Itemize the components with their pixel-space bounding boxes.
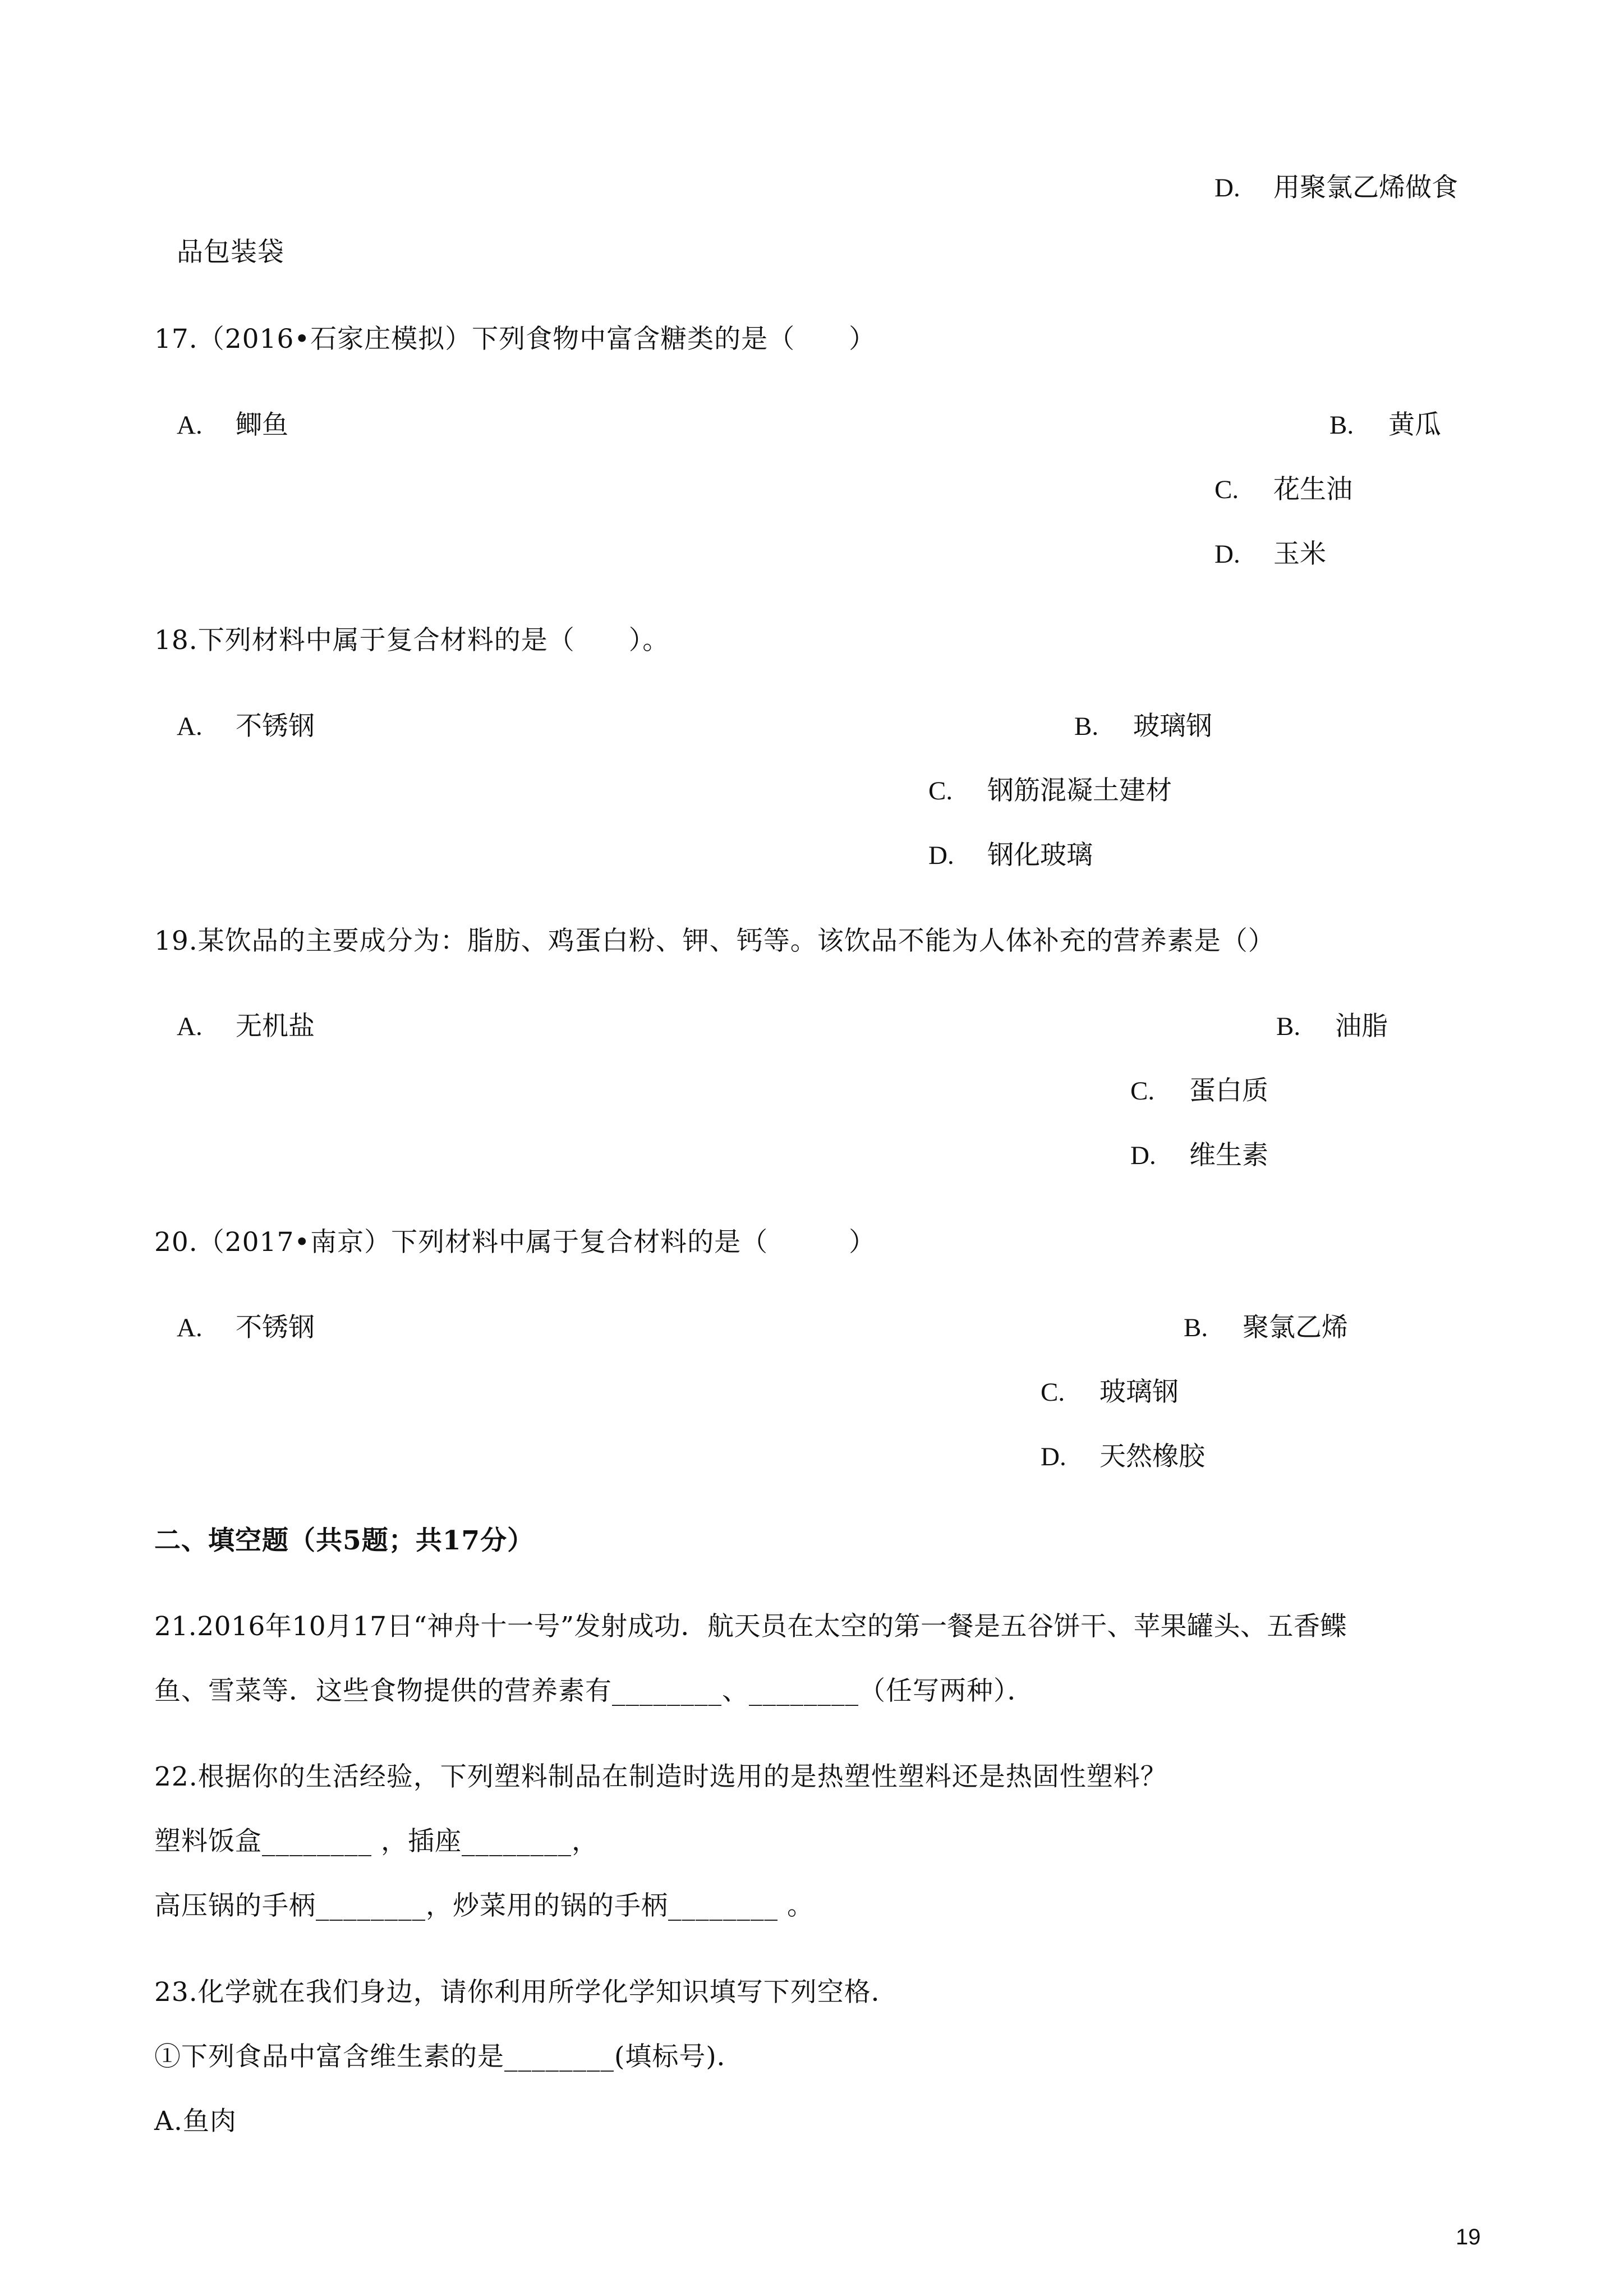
option-text: 维生素 — [1189, 1140, 1268, 1171]
option-text: 天然橡胶 — [1099, 1441, 1205, 1472]
option-text: 钢筋混凝土建材 — [987, 775, 1172, 806]
section-heading: 二、填空题（共5题；共17分） — [154, 1525, 535, 1556]
option-label: C. — [928, 776, 953, 806]
q17-option-b — [1329, 408, 1441, 442]
option-label: B. — [1329, 411, 1354, 440]
q20-option-d — [1041, 1440, 1205, 1474]
option-text: 黄瓜 — [1388, 409, 1441, 440]
q21-line-2: 鱼、雪菜等．这些食物提供的营养素有________、________（任写两种）． — [154, 1676, 1034, 1706]
option-text: 钢化玻璃 — [987, 840, 1093, 871]
option-label: A. — [177, 1313, 203, 1342]
q18-option-d — [928, 839, 1093, 872]
q20-option-c — [1041, 1375, 1179, 1409]
q19-option-d — [1130, 1139, 1268, 1172]
option-text: 鲫鱼 — [236, 409, 288, 440]
q23-stem: 23.化学就在我们身边，请你利用所学化学知识填写下列空格． — [154, 1977, 898, 2008]
option-text: 玻璃钢 — [1133, 711, 1212, 742]
option-label: C. — [1130, 1076, 1155, 1106]
option-label: D. — [1041, 1442, 1066, 1471]
q19-option-c — [1130, 1074, 1268, 1108]
option-label: A. — [177, 712, 203, 741]
q17-option-d — [1214, 537, 1326, 571]
option-text: 聚氯乙烯 — [1243, 1312, 1348, 1343]
option-text: 不锈钢 — [236, 711, 315, 742]
q18-option-b — [1074, 710, 1212, 743]
option-text: 油脂 — [1335, 1011, 1388, 1042]
option-text: 用聚氯乙烯做食 — [1273, 172, 1458, 203]
option-label: D. — [1214, 173, 1240, 203]
q18-option-c — [928, 774, 1172, 808]
option-label: A. — [177, 1012, 203, 1041]
option-label: B. — [1184, 1313, 1208, 1342]
q22-line-2: 高压锅的手柄________，炒菜用的锅的手柄________ 。 — [154, 1890, 814, 1921]
q20-option-a — [177, 1311, 315, 1345]
q20-stem: 20.（2017•南京）下列材料中属于复合材料的是（ ） — [154, 1227, 876, 1258]
q19-option-b — [1276, 1010, 1388, 1043]
option-label: D. — [928, 841, 954, 870]
q20-option-b — [1184, 1311, 1348, 1345]
option-text: 花生油 — [1273, 474, 1352, 505]
q17-stem: 17.（2016•石家庄模拟）下列食物中富含糖类的是（ ） — [154, 324, 876, 355]
page-number: 19 — [1456, 2225, 1481, 2249]
q19-stem: 19.某饮品的主要成分为：脂肪、鸡蛋白粉、钾、钙等。该饮品不能为人体补充的营养素是（） — [154, 926, 1275, 956]
option-text: 无机盐 — [236, 1011, 315, 1042]
q17-option-a — [177, 408, 288, 442]
option-text: 玻璃钢 — [1099, 1377, 1179, 1407]
option-label: B. — [1074, 712, 1099, 741]
option-label: D. — [1214, 540, 1240, 569]
option-label: B. — [1276, 1012, 1301, 1041]
q22-stem: 22.根据你的生活经验，下列塑料制品在制造时选用的是热塑性塑料还是热固性塑料？ — [154, 1761, 1167, 1792]
q19-option-a — [177, 1010, 315, 1043]
option-label: C. — [1214, 475, 1239, 504]
option-label: A. — [177, 411, 203, 440]
option-label: C. — [1041, 1378, 1065, 1407]
q17-option-c — [1214, 473, 1352, 507]
q23-option-a: A.鱼肉 — [154, 2106, 237, 2137]
q16-option-d-continuation: 品包装袋 — [177, 237, 284, 268]
q21-line-1: 21.2016年10月17日“神舟十一号”发射成功．航天员在太空的第一餐是五谷饼干、苹果罐头、五香鲽 — [154, 1611, 1347, 1642]
q23-sub-question-1: ①下列食品中富含维生素的是________(填标号)． — [154, 2041, 744, 2072]
option-label: D. — [1130, 1141, 1156, 1170]
q22-line-1: 塑料饭盒________ ，插座________， — [154, 1826, 599, 1857]
q18-option-a — [177, 710, 315, 743]
q18-stem: 18.下列材料中属于复合材料的是（ ）。 — [154, 625, 670, 656]
option-text: 不锈钢 — [236, 1312, 315, 1343]
option-text: 蛋白质 — [1189, 1075, 1268, 1106]
q16-option-d — [1214, 171, 1458, 205]
option-text: 玉米 — [1273, 539, 1326, 569]
